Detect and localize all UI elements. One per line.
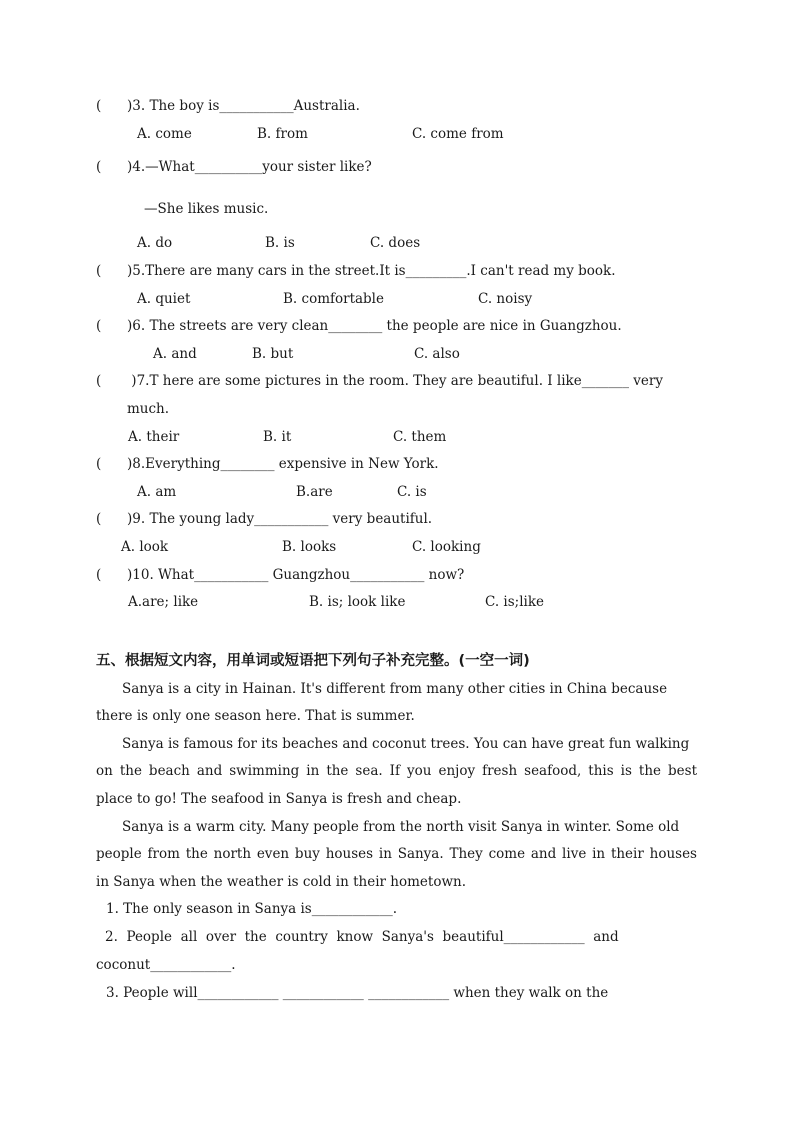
question-9-stem: ( )9. The young lady___________ very beautiful.	[96, 511, 433, 527]
question-5-option-c: C. noisy	[478, 291, 533, 307]
question-5-stem: ( )5.There are many cars in the street.It is_________.I can't read my book.	[96, 263, 616, 279]
question-3-option-a: A. come	[137, 126, 192, 142]
passage-line-4: on the beach and swimming in the sea. If you enjoy fresh seafood, this is the best	[96, 763, 697, 779]
passage-line-3: Sanya is famous for its beaches and coconut trees. You can have great fun walking	[122, 736, 690, 752]
question-3-option-b: B. from	[257, 126, 308, 142]
fill-question-2: 2. People all over the country know Sanya's beautiful____________ and	[105, 929, 619, 945]
question-6-option-b: B. but	[252, 346, 294, 362]
question-7-option-c: C. them	[393, 429, 447, 445]
question-8-stem: ( )8.Everything________ expensive in New York.	[96, 456, 439, 472]
question-10-option-c: C. is;like	[485, 594, 545, 610]
question-9-option-c: C. looking	[412, 539, 481, 555]
question-4-option-b: B. is	[265, 235, 295, 251]
question-4-option-c: C. does	[370, 235, 421, 251]
passage-line-2: there is only one season here. That is summer.	[96, 708, 415, 724]
passage-line-5: place to go! The seafood in Sanya is fresh and cheap.	[96, 791, 462, 807]
passage-line-1: Sanya is a city in Hainan. It's different from many other cities in China because	[122, 681, 668, 697]
question-5-option-b: B. comfortable	[283, 291, 384, 307]
question-7-stem: ( )7.T here are some pictures in the room. They are beautiful. I like_______ very	[96, 373, 663, 389]
question-10-option-b: B. is; look like	[309, 594, 406, 610]
passage-line-6: Sanya is a warm city. Many people from the north visit Sanya in winter. Some old	[122, 819, 680, 835]
passage-line-7: people from the north even buy houses in Sanya. They come and live in their houses	[96, 846, 697, 862]
question-3-option-c: C. come from	[412, 126, 504, 142]
question-10-stem: ( )10. What___________ Guangzhou___________ now?	[96, 567, 465, 583]
question-7-stem-continued: much.	[127, 401, 170, 417]
question-6-option-c: C. also	[414, 346, 460, 362]
fill-question-2-continued: coconut____________.	[96, 957, 236, 973]
question-6-option-a: A. and	[153, 346, 197, 362]
question-4-stem: ( )4.—What__________your sister like?	[96, 159, 372, 175]
question-8-option-a: A. am	[137, 484, 177, 500]
question-3-stem: ( )3. The boy is___________Australia.	[96, 98, 360, 114]
question-8-option-c: C. is	[397, 484, 427, 500]
question-4-reply: —She likes music.	[144, 201, 269, 217]
question-8-option-b: B.are	[296, 484, 333, 500]
passage-line-8: in Sanya when the weather is cold in their hometown.	[96, 874, 466, 890]
question-7-option-a: A. their	[128, 429, 180, 445]
question-10-option-a: A.are; like	[128, 594, 199, 610]
question-6-stem: ( )6. The streets are very clean________ the people are nice in Guangzhou.	[96, 318, 622, 334]
section-5-heading: 五、根据短文内容，用单词或短语把下列句子补充完整。(一空一词)	[96, 653, 530, 669]
question-4-option-a: A. do	[137, 235, 173, 251]
fill-question-3: 3. People will____________ ____________ ____________ when they walk on the	[106, 985, 609, 1001]
fill-question-1: 1. The only season in Sanya is____________.	[106, 901, 398, 917]
question-7-option-b: B. it	[263, 429, 292, 445]
question-5-option-a: A. quiet	[137, 291, 191, 307]
question-9-option-b: B. looks	[282, 539, 337, 555]
question-9-option-a: A. look	[121, 539, 169, 555]
